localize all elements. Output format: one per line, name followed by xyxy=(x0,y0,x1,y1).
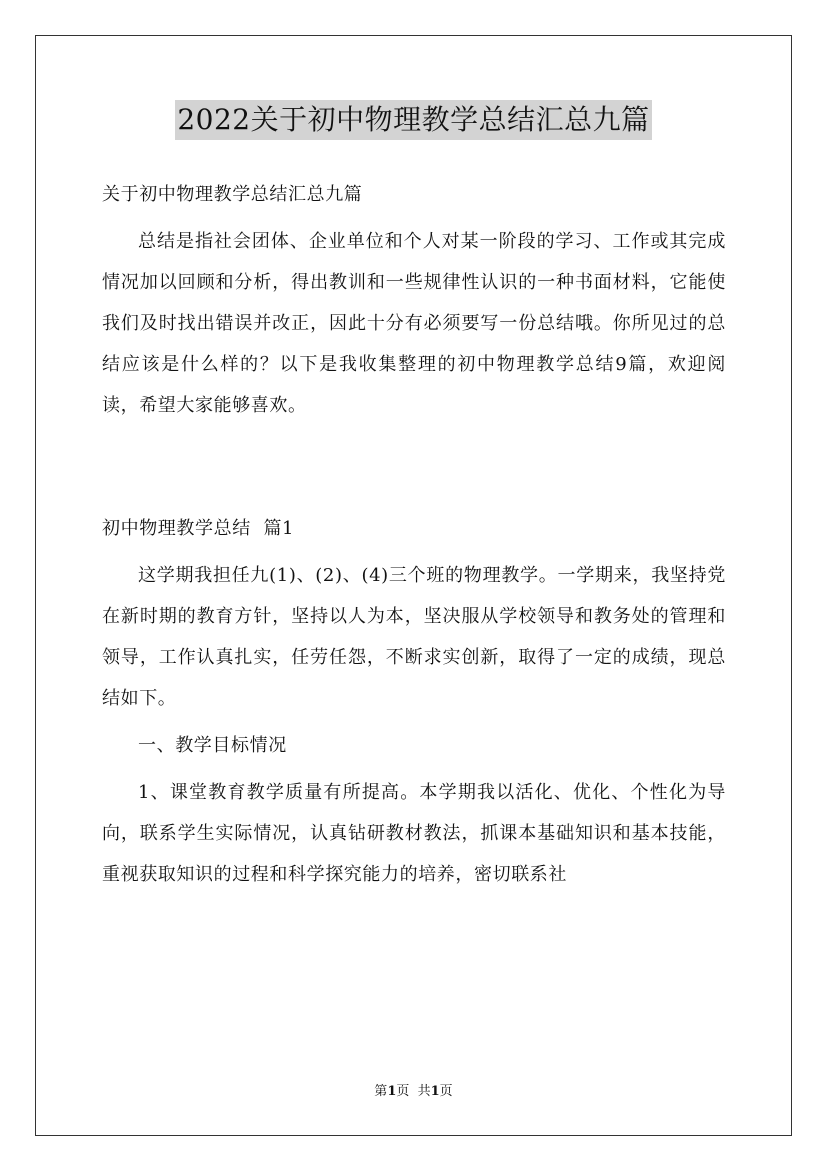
page-footer xyxy=(0,1083,827,1101)
page-number-suffix: 页 xyxy=(439,1084,453,1099)
spacer xyxy=(102,426,726,467)
section-heading: 初中物理教学总结 篇1 xyxy=(102,518,295,539)
title-container xyxy=(0,100,827,140)
section-paragraph: 这学期我担任九(1)、(2)、(4)三个班的物理教学。一学期来，我坚持党在新时期的教育方针，坚持以人为本，坚决服从学校领导和教务处的管理和领导，工作认真扎实，任劳任怨，不断求实创新，取得了一定的成绩，现总结如下。 xyxy=(102,565,726,709)
page-number-current: 1 xyxy=(387,1084,397,1099)
page-number-total: 1 xyxy=(430,1084,440,1099)
section-paragraph: 1、课堂教育教学质量有所提高。本学期我以活化、优化、个性化为导向，联系学生实际情况，认真钻研教材教法，抓课本基础知识和基本技能，重视获取知识的过程和科学探究能力的培养，密切联系社 xyxy=(102,782,726,885)
subsection-heading: 一、教学目标情况 xyxy=(138,735,287,756)
intro-paragraph: 总结是指社会团体、企业单位和个人对某一阶段的学习、工作或其完成情况加以回顾和分析，得出教训和一些规律性认识的一种书面材料，它能使我们及时找出错误并改正，因此十分有必须要写一份总结哦。你所见过的总结应该是什么样的？以下是我收集整理的初中物理教学总结9篇，欢迎阅读，希望大家能够喜欢。 xyxy=(102,231,726,416)
document-subtitle: 关于初中物理教学总结汇总九篇 xyxy=(102,184,363,205)
document-title: 2022关于初中物理教学总结汇总九篇 xyxy=(175,100,651,140)
document-body xyxy=(102,174,726,895)
page-number-prefix: 第 xyxy=(374,1084,388,1099)
spacer xyxy=(102,467,726,508)
page-number-mid: 页 共 xyxy=(396,1084,431,1099)
